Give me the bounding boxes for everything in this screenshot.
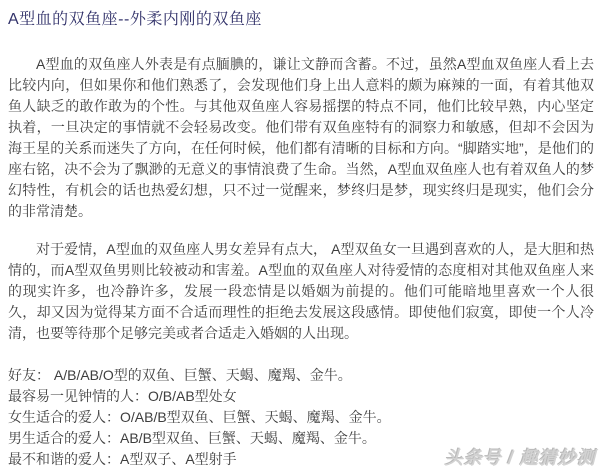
list-item-love-at-first-sight: 最容易一见钟情的人：O/B/AB型处女 (8, 388, 237, 404)
list-item-male-lover: 男生适合的爱人：AB/B型双鱼、巨蟹、天蝎、魔羯、金牛。 (8, 430, 376, 446)
list-item-friends: 好友： A/B/AB/O型的双鱼、巨蟹、天蝎、魔羯、金牛。 (8, 367, 352, 383)
list-item-least-harmonious: 最不和谐的爱人：A型双子、A型射手 (8, 451, 237, 467)
article-title: A型血的双鱼座--外柔内刚的双鱼座 (8, 11, 262, 28)
watermark: 头条号 / 趣猜妙测 (441, 444, 596, 470)
article-paragraph-1: A型血的双鱼座人外表是有点腼腆的，谦让文静而含蓄。不过，虽然A型血双鱼座人看上去比较内向，但如果你和他们熟悉了，会发现他们身上出人意料的颇为麻辣的一面，有着其他双鱼人缺乏的敢作敢为的个性。与其他双鱼座人容易摇摆的特点不同，他们比较早熟，内心坚定执着，一旦决定的事情就不会轻易改变。他们带有双鱼座特有的洞察力和敏感，但却不会因为海王星的关系而迷失了方向，在任何时候，他们都有清晰的目标和方向。“脚踏实地”，是他们的座右铭，决不会为了飘渺的无意义的事情浪费了生命。当然，A型血双鱼座人也有着双鱼人的梦幻特性，有机会的话也热爱幻想，只不过一觉醒来，梦终归是梦，现实终归是现实，他们会分的非常清楚。 (8, 56, 594, 219)
article-paragraph-2: 对于爱情，A型血的双鱼座人男女差异有点大， A型双鱼女一旦遇到喜欢的人，是大胆和热情的，而A型双鱼男则比较被动和害羞。A型血的双鱼座人对待爱情的态度相对其他双鱼座人来的现实许多，也冷静许多，发展一段恋情是以婚姻为前提的。他们可能暗地里喜欢一个人很久，却又因为觉得某方面不合适而理性的拒绝去发展这段感情。即使他们寂寞，即使一个人冷清，也要等待那个足够完美或者合适走入婚姻的人出现。 (8, 241, 594, 341)
list-item-female-lover: 女生适合的爱人：O/AB/B型双鱼、巨蟹、天蝎、魔羯、金牛。 (8, 409, 391, 425)
